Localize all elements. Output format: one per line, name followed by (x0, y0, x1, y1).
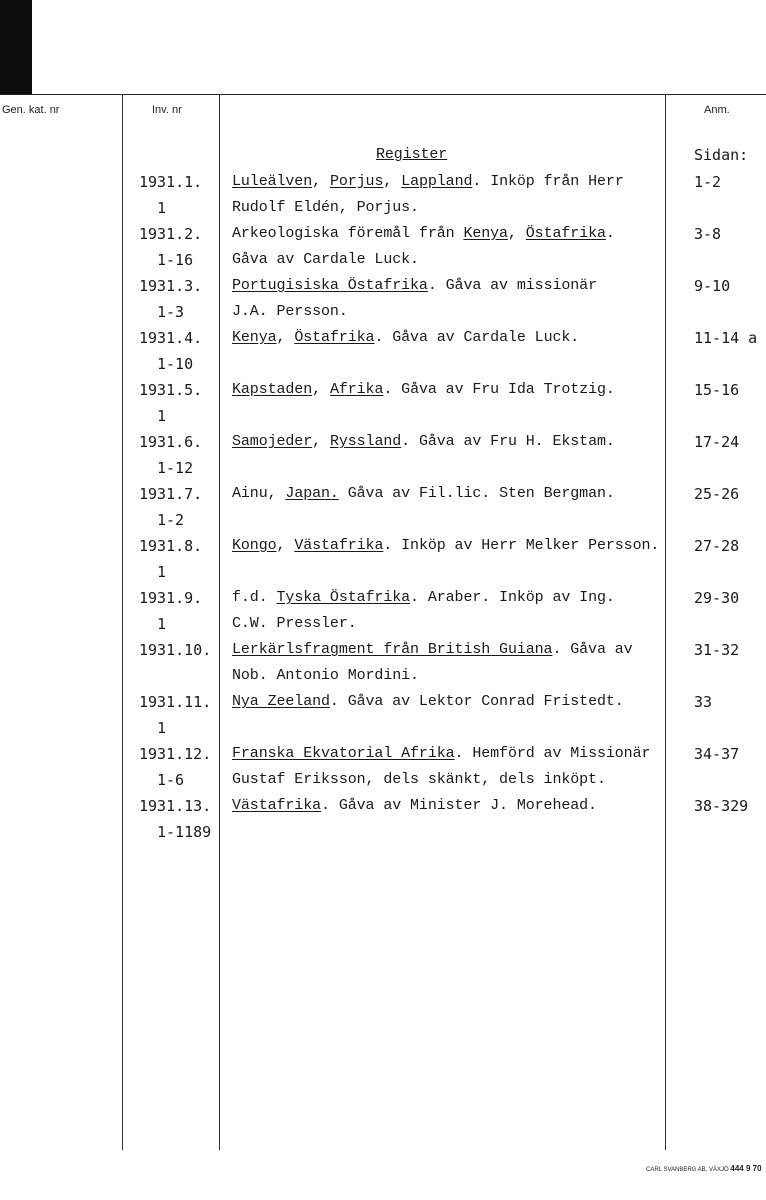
text-span: , (312, 433, 330, 450)
inventory-range: 1 (157, 563, 167, 581)
entry-pages: 15-16 (694, 381, 740, 399)
entry-pages: 3-8 (694, 225, 722, 243)
inventory-number: 1931.8. (139, 537, 203, 555)
underlined-term: Östafrika (525, 225, 606, 242)
inventory-number: 1931.5. (139, 381, 203, 399)
underlined-term: Kenya (463, 225, 508, 242)
inventory-range: 1-3 (157, 303, 185, 321)
entry-pages: 27-28 (694, 537, 740, 555)
entry-description-line1 (232, 328, 579, 348)
text-span: , (276, 329, 295, 346)
inventory-number: 1931.4. (139, 329, 203, 347)
text-span: , (276, 537, 295, 554)
text-span: Rudolf Eldén, Porjus. (232, 199, 419, 216)
entry-description-line1 (232, 744, 650, 764)
underlined-term: Kongo (232, 537, 277, 554)
entry-description-line2 (232, 250, 419, 270)
underlined-term: Östafrika (294, 329, 375, 346)
entry-pages: 11-14 a (694, 329, 758, 347)
text-span: , (507, 225, 526, 242)
text-span: C.W. Pressler. (232, 615, 357, 632)
underlined-term: Västafrika (232, 797, 322, 814)
inventory-number: 1931.13. (139, 797, 212, 815)
header-anm: Anm. (704, 104, 730, 116)
entry-description-line1 (232, 380, 615, 400)
inventory-number: 1931.11. (139, 693, 212, 711)
entry-description-line2 (232, 614, 357, 634)
underlined-term: Lappland (401, 173, 473, 190)
text-span: . Araber. Inköp av Ing. (410, 589, 615, 606)
inventory-number: 1931.7. (139, 485, 203, 503)
text-span: . Inköp av Herr Melker Persson. (383, 537, 660, 554)
inventory-range: 1-12 (157, 459, 194, 477)
entry-description-line1 (232, 224, 615, 244)
underlined-term: Lerkärlsfragment från British Guiana (232, 641, 553, 658)
text-span: , (312, 173, 330, 190)
entry-pages: 34-37 (694, 745, 740, 763)
text-span: . Gåva av Lektor Conrad Fristedt. (329, 693, 624, 710)
entry-description-line2 (232, 198, 419, 218)
text-span: Gåva av Cardale Luck. (232, 251, 419, 268)
text-span: . Gåva av Fru Ida Trotzig. (383, 381, 615, 398)
entry-description-line1 (232, 484, 615, 504)
entry-pages: 17-24 (694, 433, 740, 451)
text-span: . Gåva av (552, 641, 633, 658)
inventory-range: 1 (157, 199, 167, 217)
text-span: Arkeologiska föremål från (232, 225, 464, 242)
inventory-range: 1 (157, 615, 167, 633)
underlined-term: Ryssland (329, 433, 402, 450)
text-span: . (605, 225, 615, 242)
text-span: , (383, 173, 402, 190)
column-divider-gen-inv (122, 94, 123, 1150)
inventory-number: 1931.6. (139, 433, 203, 451)
text-span: . Inköp från Herr (472, 173, 624, 190)
entry-pages: 25-26 (694, 485, 740, 503)
inventory-number: 1931.12. (139, 745, 212, 763)
underlined-term: Portugisiska Östafrika (232, 277, 428, 294)
underlined-term: Västafrika (294, 537, 384, 554)
inventory-number: 1931.3. (139, 277, 203, 295)
printer-name: CARL SVANBERG AB, VÄXJÖ (646, 1167, 729, 1173)
underlined-term: Japan. (285, 485, 339, 502)
inventory-range: 1-16 (157, 251, 194, 269)
underlined-term: Samojeder (232, 433, 313, 450)
inventory-number: 1931.1. (139, 173, 203, 191)
inventory-range: 1-1189 (157, 823, 212, 841)
entry-pages: 31-32 (694, 641, 740, 659)
entry-description-line1 (232, 692, 624, 712)
entry-description-line1 (232, 536, 659, 556)
inventory-range: 1 (157, 407, 167, 425)
underlined-term: Luleälven (232, 173, 313, 190)
header-gen-kat-nr: Gen. kat. nr (2, 104, 60, 116)
text-span: Nob. Antonio Mordini. (232, 667, 419, 684)
pages-label: Sidan: (694, 146, 749, 164)
text-span: . Gåva av Fru H. Ekstam. (401, 433, 615, 450)
column-divider-inv-text (219, 94, 220, 1150)
entry-pages: 1-2 (694, 173, 722, 191)
underlined-term: Porjus (329, 173, 384, 190)
text-span: J.A. Persson. (232, 303, 348, 320)
entry-pages: 38-329 (694, 797, 749, 815)
text-span: Ainu, (232, 485, 286, 502)
inventory-number: 1931.2. (139, 225, 203, 243)
form-code: 444 9 70 (730, 1164, 762, 1173)
text-span: . Gåva av missionär (427, 277, 597, 294)
entry-description-line1 (232, 640, 633, 660)
register-title: Register (376, 146, 448, 163)
text-span: f.d. (232, 589, 277, 606)
entry-description-line1 (232, 276, 597, 296)
text-span: Gustaf Eriksson, dels skänkt, dels inköpt. (232, 771, 606, 788)
underlined-term: Kapstaden (232, 381, 313, 398)
column-divider-text-anm (665, 94, 666, 1150)
entry-description-line1 (232, 796, 597, 816)
underlined-term: Kenya (232, 329, 277, 346)
underlined-term: Afrika (329, 381, 384, 398)
text-span: . Gåva av Minister J. Morehead. (321, 797, 597, 814)
underlined-term: Tyska Östafrika (276, 589, 411, 606)
entry-pages: 29-30 (694, 589, 740, 607)
entry-description-line2 (232, 770, 606, 790)
inventory-range: 1-6 (157, 771, 185, 789)
entry-description-line2 (232, 666, 419, 686)
inventory-range: 1-10 (157, 355, 194, 373)
underlined-term: Nya Zeeland (232, 693, 330, 710)
entry-description-line1 (232, 588, 615, 608)
entry-pages: 9-10 (694, 277, 731, 295)
entry-description-line1 (232, 432, 615, 452)
text-span: Gåva av Fil.lic. Sten Bergman. (338, 485, 615, 502)
entry-pages: 33 (694, 693, 713, 711)
underlined-term: Franska Ekvatorial Afrika (232, 745, 455, 762)
header-rule (0, 94, 766, 95)
entry-description-line2 (232, 302, 348, 322)
header-inv-nr: Inv. nr (152, 104, 182, 116)
printer-imprint (646, 1164, 762, 1173)
inventory-range: 1 (157, 719, 167, 737)
inventory-range: 1-2 (157, 511, 185, 529)
inventory-number: 1931.9. (139, 589, 203, 607)
entry-description-line1 (232, 172, 624, 192)
text-span: . Gåva av Cardale Luck. (374, 329, 580, 346)
text-span: , (312, 381, 330, 398)
text-span: . Hemförd av Missionär (454, 745, 651, 762)
inventory-number: 1931.10. (139, 641, 212, 659)
scan-edge-strip (0, 0, 32, 95)
